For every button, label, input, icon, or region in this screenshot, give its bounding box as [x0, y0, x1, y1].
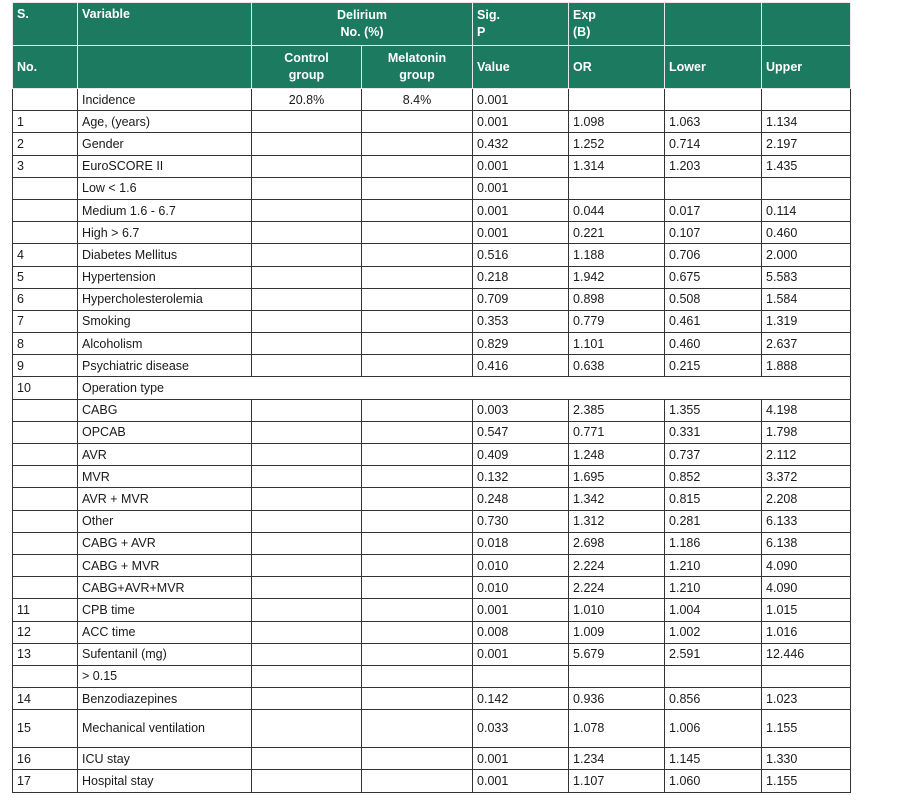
cell-p-value: 0.432	[473, 133, 569, 155]
cell-melatonin	[362, 288, 473, 310]
cell-no: 10	[13, 377, 78, 399]
table-row	[13, 643, 851, 665]
cell-control	[252, 444, 362, 466]
cell-no: 15	[13, 710, 78, 748]
table-row	[13, 770, 851, 792]
cell-no	[13, 199, 78, 221]
cell-melatonin	[362, 770, 473, 792]
cell-lower: 0.331	[665, 421, 762, 443]
cell-p-value: 0.001	[473, 89, 569, 111]
cell-control	[252, 665, 362, 687]
cell-control	[252, 599, 362, 621]
cell-or: 1.248	[569, 444, 665, 466]
cell-melatonin	[362, 177, 473, 199]
header-variable: Variable	[78, 3, 252, 46]
cell-p-value: 0.001	[473, 222, 569, 244]
cell-p-value: 0.001	[473, 748, 569, 770]
cell-no: 17	[13, 770, 78, 792]
cell-control	[252, 199, 362, 221]
cell-lower: 0.737	[665, 444, 762, 466]
cell-no: 5	[13, 266, 78, 288]
cell-lower: 0.508	[665, 288, 762, 310]
cell-upper: 6.138	[762, 532, 851, 554]
cell-p-value: 0.033	[473, 710, 569, 748]
results-table-container	[12, 2, 850, 793]
cell-upper: 2.208	[762, 488, 851, 510]
header-row-1	[13, 3, 851, 46]
cell-or: 0.936	[569, 688, 665, 710]
cell-melatonin	[362, 748, 473, 770]
cell-melatonin	[362, 133, 473, 155]
header-sno: S.	[13, 3, 78, 46]
cell-control	[252, 710, 362, 748]
cell-lower: 0.215	[665, 355, 762, 377]
cell-upper: 2.197	[762, 133, 851, 155]
header-variable-blank	[78, 46, 252, 89]
cell-variable: CABG+AVR+MVR	[78, 577, 252, 599]
cell-lower: 0.460	[665, 333, 762, 355]
cell-variable: > 0.15	[78, 665, 252, 687]
cell-lower	[665, 665, 762, 687]
cell-p-value: 0.409	[473, 444, 569, 466]
cell-variable: AVR	[78, 444, 252, 466]
cell-melatonin	[362, 599, 473, 621]
cell-or: 1.234	[569, 748, 665, 770]
cell-p-value: 0.010	[473, 577, 569, 599]
header-blank-1	[665, 3, 762, 46]
cell-no	[13, 532, 78, 554]
cell-or: 1.078	[569, 710, 665, 748]
header-sig: Sig. P	[473, 3, 569, 46]
cell-p-value: 0.829	[473, 333, 569, 355]
cell-or: 0.638	[569, 355, 665, 377]
cell-control	[252, 222, 362, 244]
cell-p-value: 0.001	[473, 177, 569, 199]
cell-variable: Mechanical ventilation	[78, 710, 252, 748]
table-row	[13, 155, 851, 177]
cell-melatonin	[362, 333, 473, 355]
header-or: OR	[569, 46, 665, 89]
cell-variable: Incidence	[78, 89, 252, 111]
cell-p-value: 0.001	[473, 599, 569, 621]
table-row	[13, 199, 851, 221]
cell-or: 1.942	[569, 266, 665, 288]
cell-lower: 1.355	[665, 399, 762, 421]
cell-variable: MVR	[78, 466, 252, 488]
cell-control	[252, 748, 362, 770]
cell-no: 6	[13, 288, 78, 310]
cell-upper: 1.888	[762, 355, 851, 377]
cell-no	[13, 510, 78, 532]
cell-p-value: 0.547	[473, 421, 569, 443]
cell-upper: 1.155	[762, 710, 851, 748]
cell-no: 8	[13, 333, 78, 355]
cell-upper: 1.015	[762, 599, 851, 621]
cell-upper: 1.798	[762, 421, 851, 443]
cell-control	[252, 399, 362, 421]
cell-or: 2.385	[569, 399, 665, 421]
cell-variable: Other	[78, 510, 252, 532]
cell-upper: 1.016	[762, 621, 851, 643]
cell-lower: 0.852	[665, 466, 762, 488]
cell-lower: 0.017	[665, 199, 762, 221]
cell-upper: 2.637	[762, 333, 851, 355]
cell-or: 2.224	[569, 577, 665, 599]
table-row	[13, 421, 851, 443]
cell-control	[252, 577, 362, 599]
cell-no	[13, 177, 78, 199]
cell-p-value: 0.001	[473, 770, 569, 792]
cell-upper	[762, 177, 851, 199]
cell-melatonin	[362, 510, 473, 532]
cell-or: 0.898	[569, 288, 665, 310]
cell-control	[252, 111, 362, 133]
cell-control	[252, 488, 362, 510]
cell-variable: Sufentanil (mg)	[78, 643, 252, 665]
cell-control	[252, 177, 362, 199]
cell-p-value: 0.001	[473, 111, 569, 133]
cell-upper: 0.460	[762, 222, 851, 244]
cell-melatonin	[362, 621, 473, 643]
cell-melatonin: 8.4%	[362, 89, 473, 111]
table-row	[13, 133, 851, 155]
header-lower: Lower	[665, 46, 762, 89]
table-row	[13, 688, 851, 710]
cell-control	[252, 266, 362, 288]
cell-or: 0.771	[569, 421, 665, 443]
table-row	[13, 111, 851, 133]
table-row	[13, 710, 851, 748]
cell-p-value: 0.218	[473, 266, 569, 288]
cell-p-value: 0.018	[473, 532, 569, 554]
cell-upper: 4.090	[762, 577, 851, 599]
table-row	[13, 510, 851, 532]
table-row	[13, 748, 851, 770]
cell-control	[252, 510, 362, 532]
cell-lower: 0.107	[665, 222, 762, 244]
table-row	[13, 89, 851, 111]
cell-upper: 1.330	[762, 748, 851, 770]
cell-variable: CABG + MVR	[78, 554, 252, 576]
cell-variable: Psychiatric disease	[78, 355, 252, 377]
cell-variable: Smoking	[78, 310, 252, 332]
table-row	[13, 532, 851, 554]
cell-lower	[665, 177, 762, 199]
cell-upper: 6.133	[762, 510, 851, 532]
cell-upper: 3.372	[762, 466, 851, 488]
cell-upper: 1.023	[762, 688, 851, 710]
cell-upper: 4.090	[762, 554, 851, 576]
cell-melatonin	[362, 199, 473, 221]
cell-variable: Benzodiazepines	[78, 688, 252, 710]
cell-variable: Medium 1.6 - 6.7	[78, 199, 252, 221]
table-row	[13, 355, 851, 377]
cell-upper	[762, 89, 851, 111]
cell-control	[252, 554, 362, 576]
cell-p-value: 0.001	[473, 643, 569, 665]
table-row	[13, 621, 851, 643]
cell-variable: Low < 1.6	[78, 177, 252, 199]
cell-p-value: 0.001	[473, 199, 569, 221]
cell-variable: ACC time	[78, 621, 252, 643]
cell-control	[252, 244, 362, 266]
cell-variable: OPCAB	[78, 421, 252, 443]
cell-melatonin	[362, 155, 473, 177]
cell-no: 9	[13, 355, 78, 377]
cell-lower: 1.002	[665, 621, 762, 643]
cell-melatonin	[362, 688, 473, 710]
table-row	[13, 577, 851, 599]
cell-control	[252, 288, 362, 310]
cell-or	[569, 89, 665, 111]
cell-lower: 1.060	[665, 770, 762, 792]
cell-no	[13, 466, 78, 488]
cell-upper: 2.000	[762, 244, 851, 266]
cell-melatonin	[362, 710, 473, 748]
cell-p-value: 0.010	[473, 554, 569, 576]
cell-p-value: 0.353	[473, 310, 569, 332]
cell-variable: Alcoholism	[78, 333, 252, 355]
cell-upper: 1.134	[762, 111, 851, 133]
header-value: Value	[473, 46, 569, 89]
cell-lower: 0.714	[665, 133, 762, 155]
cell-melatonin	[362, 244, 473, 266]
cell-variable: Hospital stay	[78, 770, 252, 792]
table-row	[13, 288, 851, 310]
cell-or: 1.188	[569, 244, 665, 266]
table-row	[13, 244, 851, 266]
cell-melatonin	[362, 466, 473, 488]
cell-p-value: 0.132	[473, 466, 569, 488]
cell-or: 1.107	[569, 770, 665, 792]
table-body	[13, 89, 851, 793]
cell-lower	[665, 89, 762, 111]
header-blank-2	[762, 3, 851, 46]
cell-upper: 2.112	[762, 444, 851, 466]
cell-variable: Hypertension	[78, 266, 252, 288]
cell-no	[13, 488, 78, 510]
cell-control	[252, 355, 362, 377]
cell-lower: 0.706	[665, 244, 762, 266]
cell-lower: 1.210	[665, 554, 762, 576]
cell-lower: 1.004	[665, 599, 762, 621]
cell-p-value	[473, 665, 569, 687]
cell-no	[13, 554, 78, 576]
cell-no: 2	[13, 133, 78, 155]
cell-variable: High > 6.7	[78, 222, 252, 244]
cell-upper	[762, 665, 851, 687]
header-upper: Upper	[762, 46, 851, 89]
cell-no: 3	[13, 155, 78, 177]
cell-no: 11	[13, 599, 78, 621]
cell-p-value: 0.008	[473, 621, 569, 643]
cell-p-value: 0.003	[473, 399, 569, 421]
cell-or: 1.252	[569, 133, 665, 155]
cell-or: 1.312	[569, 510, 665, 532]
cell-melatonin	[362, 399, 473, 421]
header-control-group: Control group	[252, 46, 362, 89]
table-row	[13, 444, 851, 466]
cell-lower: 1.145	[665, 748, 762, 770]
cell-melatonin	[362, 643, 473, 665]
table-row	[13, 399, 851, 421]
cell-no: 4	[13, 244, 78, 266]
cell-or: 5.679	[569, 643, 665, 665]
cell-no	[13, 89, 78, 111]
table-row	[13, 466, 851, 488]
cell-control	[252, 532, 362, 554]
table-row	[13, 488, 851, 510]
cell-upper: 4.198	[762, 399, 851, 421]
table-row	[13, 377, 851, 399]
cell-control	[252, 133, 362, 155]
cell-melatonin	[362, 532, 473, 554]
table-row	[13, 665, 851, 687]
cell-upper: 1.435	[762, 155, 851, 177]
cell-p-value: 0.516	[473, 244, 569, 266]
cell-variable: CPB time	[78, 599, 252, 621]
cell-melatonin	[362, 266, 473, 288]
cell-or: 2.224	[569, 554, 665, 576]
header-delirium: Delirium No. (%)	[252, 3, 473, 46]
header-no: No.	[13, 46, 78, 89]
cell-melatonin	[362, 665, 473, 687]
cell-or: 0.044	[569, 199, 665, 221]
cell-variable: CABG + AVR	[78, 532, 252, 554]
cell-melatonin	[362, 310, 473, 332]
table-row	[13, 177, 851, 199]
cell-no: 16	[13, 748, 78, 770]
cell-control	[252, 466, 362, 488]
cell-no	[13, 665, 78, 687]
cell-melatonin	[362, 111, 473, 133]
cell-control	[252, 421, 362, 443]
cell-variable: Diabetes Mellitus	[78, 244, 252, 266]
cell-section-label: Operation type	[78, 377, 851, 399]
cell-or: 0.779	[569, 310, 665, 332]
cell-lower: 1.186	[665, 532, 762, 554]
cell-control	[252, 621, 362, 643]
cell-melatonin	[362, 488, 473, 510]
cell-control: 20.8%	[252, 89, 362, 111]
cell-upper: 0.114	[762, 199, 851, 221]
cell-p-value: 0.709	[473, 288, 569, 310]
cell-lower: 0.675	[665, 266, 762, 288]
cell-control	[252, 333, 362, 355]
cell-variable: Age, (years)	[78, 111, 252, 133]
cell-melatonin	[362, 421, 473, 443]
cell-lower: 1.006	[665, 710, 762, 748]
cell-control	[252, 310, 362, 332]
cell-p-value: 0.730	[473, 510, 569, 532]
cell-control	[252, 688, 362, 710]
cell-lower: 1.203	[665, 155, 762, 177]
cell-variable: AVR + MVR	[78, 488, 252, 510]
cell-lower: 0.281	[665, 510, 762, 532]
cell-lower: 1.063	[665, 111, 762, 133]
cell-or	[569, 177, 665, 199]
header-row-2	[13, 46, 851, 89]
cell-or: 1.101	[569, 333, 665, 355]
cell-variable: EuroSCORE II	[78, 155, 252, 177]
cell-variable: ICU stay	[78, 748, 252, 770]
cell-p-value: 0.142	[473, 688, 569, 710]
cell-no: 12	[13, 621, 78, 643]
cell-variable: Hypercholesterolemia	[78, 288, 252, 310]
cell-upper: 5.583	[762, 266, 851, 288]
cell-or: 1.695	[569, 466, 665, 488]
cell-or: 1.010	[569, 599, 665, 621]
cell-control	[252, 155, 362, 177]
cell-lower: 1.210	[665, 577, 762, 599]
table-row	[13, 310, 851, 332]
cell-no	[13, 421, 78, 443]
header-exp: Exp (B)	[569, 3, 665, 46]
cell-melatonin	[362, 222, 473, 244]
cell-p-value: 0.248	[473, 488, 569, 510]
cell-no	[13, 577, 78, 599]
cell-or: 1.314	[569, 155, 665, 177]
cell-or: 2.698	[569, 532, 665, 554]
table-row	[13, 599, 851, 621]
cell-upper: 1.319	[762, 310, 851, 332]
cell-or	[569, 665, 665, 687]
cell-or: 1.098	[569, 111, 665, 133]
cell-no: 1	[13, 111, 78, 133]
cell-no: 13	[13, 643, 78, 665]
cell-control	[252, 770, 362, 792]
cell-no	[13, 444, 78, 466]
cell-lower: 0.461	[665, 310, 762, 332]
cell-upper: 1.584	[762, 288, 851, 310]
cell-or: 1.009	[569, 621, 665, 643]
cell-lower: 0.856	[665, 688, 762, 710]
cell-no: 14	[13, 688, 78, 710]
table-row	[13, 222, 851, 244]
cell-no: 7	[13, 310, 78, 332]
cell-control	[252, 643, 362, 665]
cell-or: 1.342	[569, 488, 665, 510]
cell-upper: 1.155	[762, 770, 851, 792]
cell-variable: Gender	[78, 133, 252, 155]
header-melatonin-group: Melatonin group	[362, 46, 473, 89]
cell-melatonin	[362, 444, 473, 466]
table-row	[13, 333, 851, 355]
cell-upper: 12.446	[762, 643, 851, 665]
cell-no	[13, 399, 78, 421]
cell-melatonin	[362, 355, 473, 377]
cell-melatonin	[362, 577, 473, 599]
cell-p-value: 0.001	[473, 155, 569, 177]
table-row	[13, 266, 851, 288]
cell-lower: 0.815	[665, 488, 762, 510]
cell-lower: 2.591	[665, 643, 762, 665]
results-table	[12, 2, 851, 793]
cell-variable: CABG	[78, 399, 252, 421]
cell-no	[13, 222, 78, 244]
table-row	[13, 554, 851, 576]
cell-melatonin	[362, 554, 473, 576]
cell-p-value: 0.416	[473, 355, 569, 377]
cell-or: 0.221	[569, 222, 665, 244]
